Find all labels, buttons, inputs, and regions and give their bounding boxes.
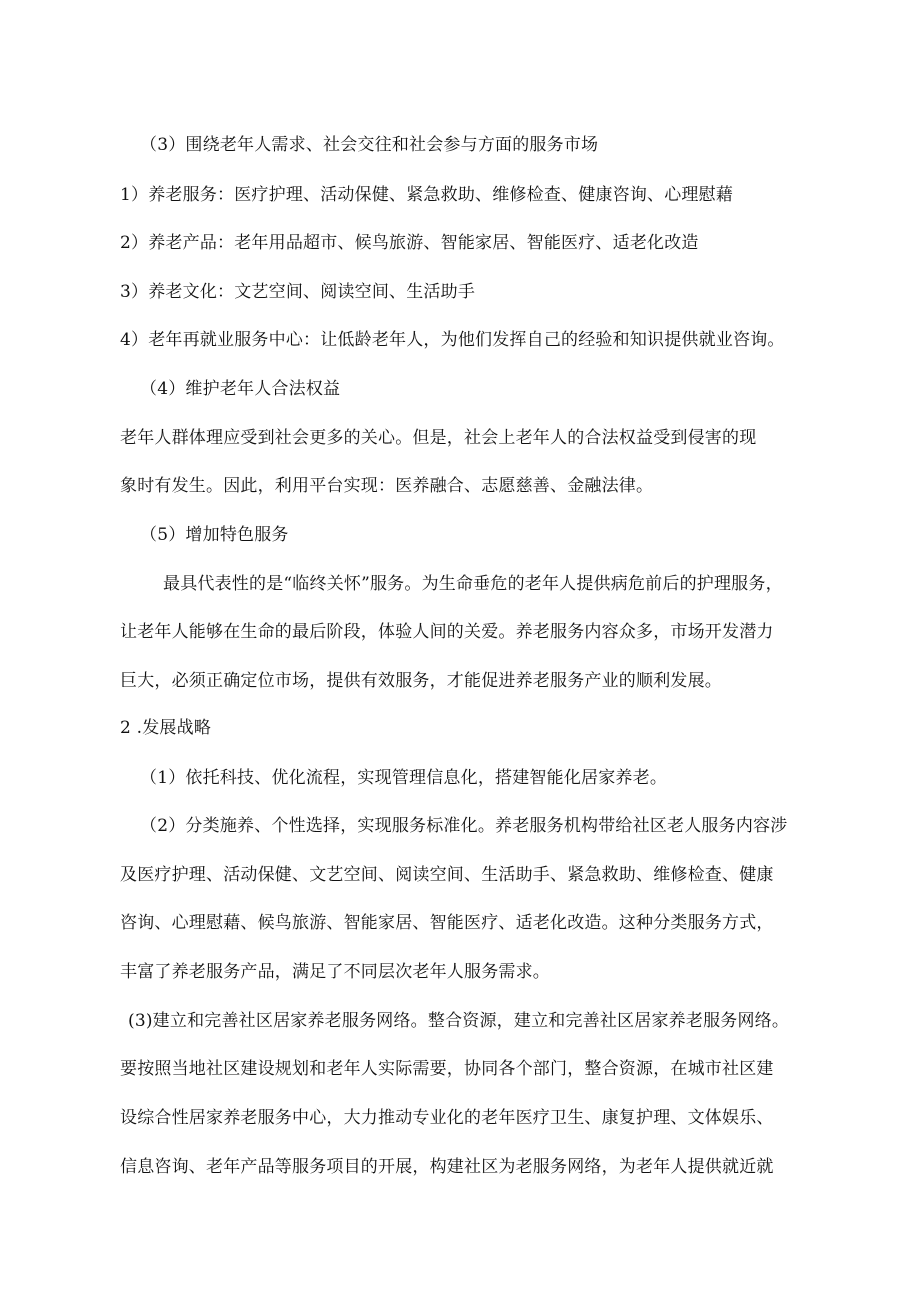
strategy-item-3-line-4: 信息咨询、老年产品等服务项目的开展，构建社区为老服务网络，为老年人提供就近就 (120, 1157, 774, 1177)
section-heading-strategy: 2 .发展战略 (120, 718, 212, 738)
strategy-item-3-line-3: 设综合性居家养老服务中心，大力推动专业化的老年医疗卫生、康复护理、文体娱乐、 (120, 1108, 774, 1128)
list-item-elderly-culture: 3）养老文化：文艺空间、阅读空间、生活助手 (120, 282, 476, 302)
paragraph-rights-line-1: 老年人群体理应受到社会更多的关心。但是，社会上老年人的合法权益受到侵害的现 (120, 428, 757, 448)
paragraph-hospice-line-2: 让老年人能够在生命的最后阶段，体验人间的关爱。养老服务内容众多，市场开发潜力 (120, 622, 774, 642)
paragraph-hospice-line-1: 最具代表性的是“临终关怀”服务。为生命垂危的老年人提供病危前后的护理服务， (163, 574, 783, 594)
paragraph-rights-line-2: 象时有发生。因此，利用平台实现：医养融合、志愿慈善、金融法律。 (120, 476, 654, 496)
subheading-4: （4）维护老年人合法权益 (140, 379, 341, 399)
list-item-elderly-services: 1）养老服务：医疗护理、活动保健、紧急救助、维修检查、健康咨询、心理慰藉 (120, 185, 734, 205)
subheading-5: （5）增加特色服务 (140, 525, 289, 545)
list-item-reemployment: 4）老年再就业服务中心：让低龄老年人，为他们发挥自己的经验和知识提供就业咨询。 (120, 330, 785, 350)
list-item-elderly-products: 2）养老产品：老年用品超市、候鸟旅游、智能家居、智能医疗、适老化改造 (120, 233, 699, 253)
strategy-item-3-line-2: 要按照当地社区建设规划和老年人实际需要，协同各个部门，整合资源，在城市社区建 (120, 1059, 774, 1079)
strategy-item-2-line-4: 丰富了养老服务产品，满足了不同层次老年人服务需求。 (120, 962, 550, 982)
strategy-item-2-line-1: （2）分类施养、个性选择，实现服务标准化。养老服务机构带给社区老人服务内容涉 (140, 816, 788, 836)
strategy-item-1: （1）依托科技、优化流程，实现管理信息化，搭建智能化居家养老。 (140, 768, 668, 788)
strategy-item-2-line-3: 咨询、心理慰藉、候鸟旅游、智能家居、智能医疗、适老化改造。这种分类服务方式， (120, 913, 774, 933)
strategy-item-2-line-2: 及医疗护理、活动保健、文艺空间、阅读空间、生活助手、紧急救助、维修检查、健康 (120, 865, 774, 885)
paragraph-hospice-line-3: 巨大，必须正确定位市场，提供有效服务，才能促进养老服务产业的顺利发展。 (120, 671, 722, 691)
strategy-item-3-line-1: (3)建立和完善社区居家养老服务网络。整合资源，建立和完善社区居家养老服务网络。 (128, 1011, 790, 1031)
subheading-3: （3）围绕老年人需求、社会交往和社会参与方面的服务市场 (140, 135, 599, 155)
